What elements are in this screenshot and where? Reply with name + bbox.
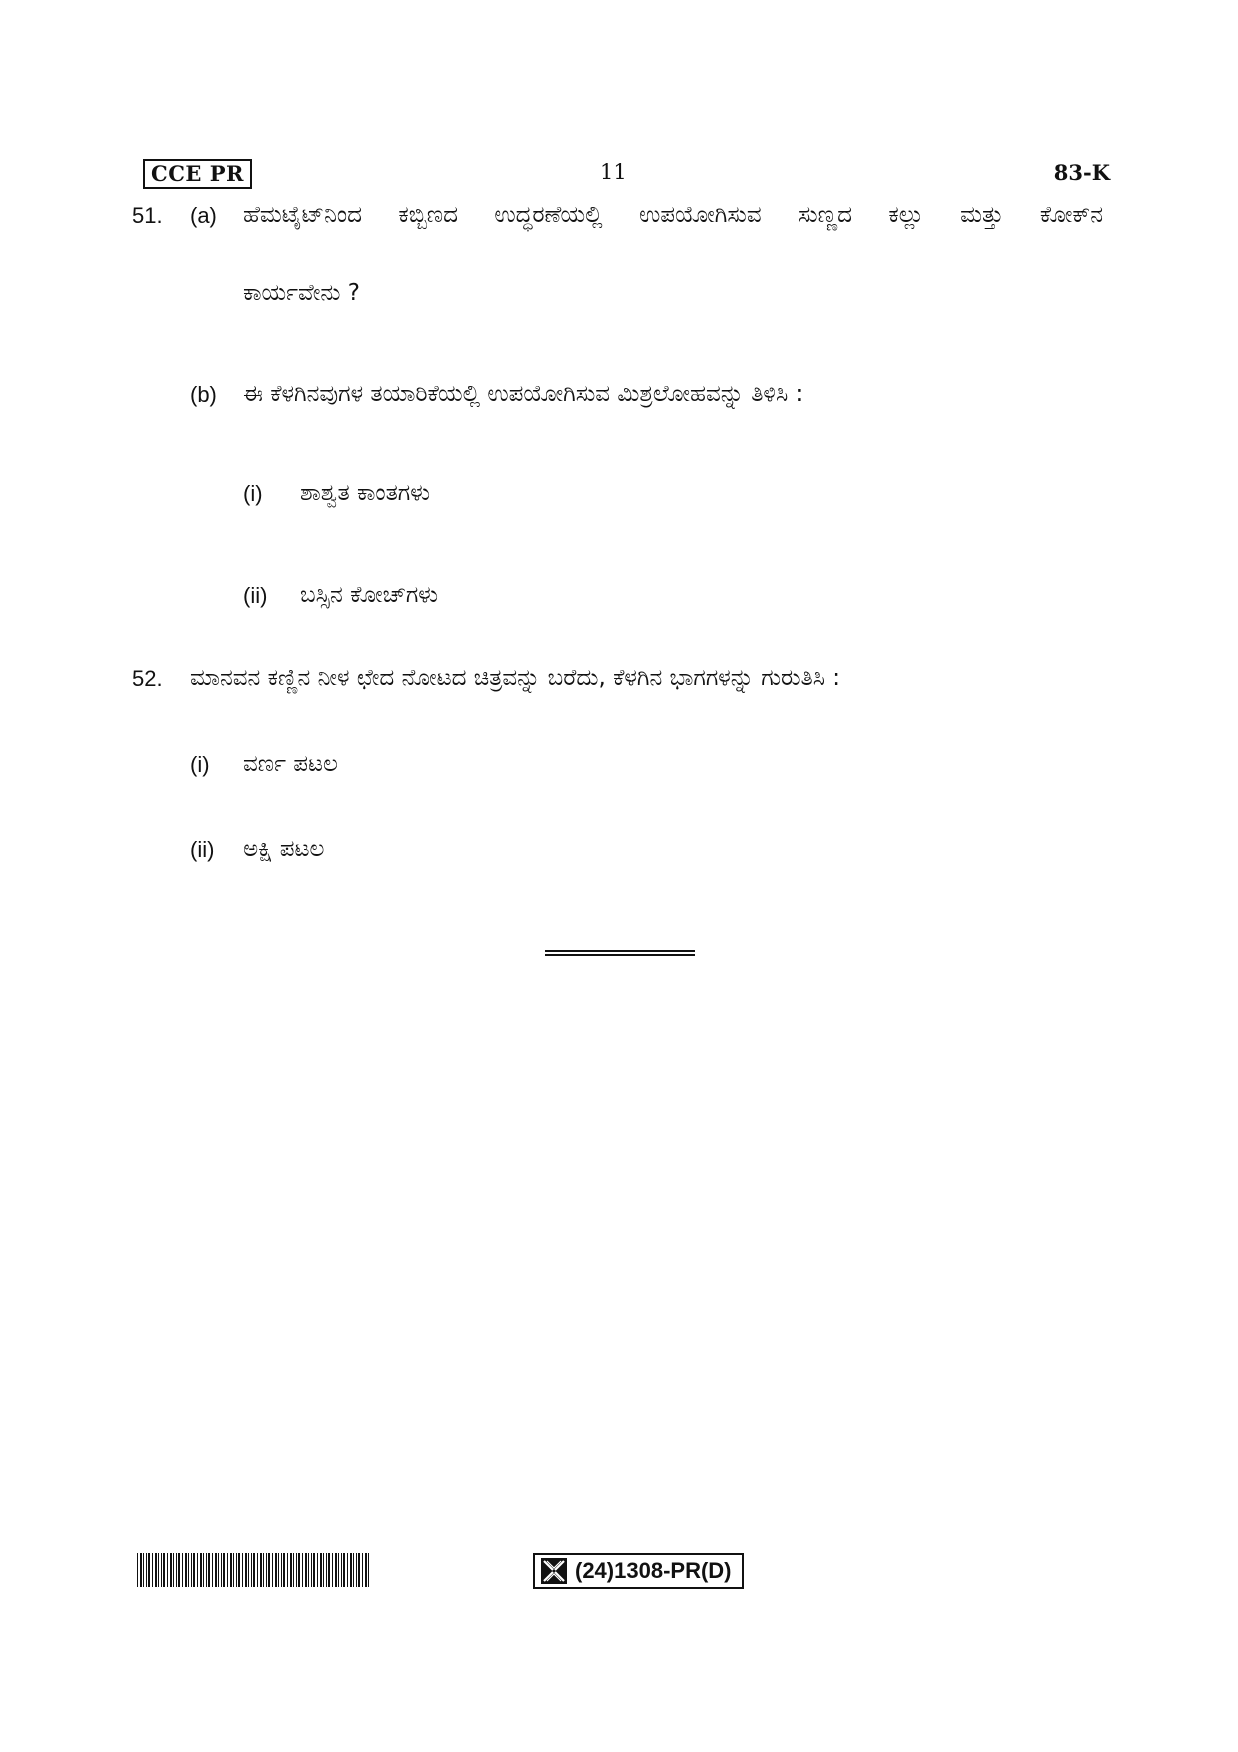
question-51b-text: ಈ ಕೆಳಗಿನವುಗಳ ತಯಾರಿಕೆಯಲ್ಲಿ ಉಪಯೋಗಿಸುವ ಮಿಶ್ರಲೋಹವನ್ನು ತಿಳಿಸಿ : [243,381,804,407]
question-51b-label: (b) [190,382,217,407]
paper-type-code: CCE PR [143,159,252,189]
end-of-questions-divider [545,950,695,956]
question-52-i-label: (i) [190,752,210,777]
logo-mark-icon [541,1558,567,1584]
question-52-ii-label: (ii) [190,837,215,862]
question-52-text: ಮಾನವನ ಕಣ್ಣಿನ ನೀಳ ಛೇದ ನೋಟದ ಚಿತ್ರವನ್ನು ಬರೆದು, ಕೆಳಗಿನ ಭಾಗಗಳನ್ನು ಗುರುತಿಸಿ : [190,665,840,691]
question-52-i-text: ವರ್ಣ ಪಟಲ [243,751,338,777]
question-51b-ii-text: ಬಸ್ಸಿನ ಕೋಚ್‌ಗಳು [300,582,439,608]
question-51a-text-line1: ಹೆಮಟೈಟ್‌ನಿಂದ ಕಬ್ಬಿಣದ ಉದ್ಧರಣೆಯಲ್ಲಿ ಉಪಯೋಗಿಸುವ ಸುಣ್ಣದ ಕಲ್ಲು ಮತ್ತು ಕೋಕ್‌ನ [243,202,1103,228]
subject-code: 83-K [1053,160,1110,185]
question-52-number: 52. [132,666,163,691]
paper-code-text: (24)1308-PR(D) [575,1558,732,1583]
question-51b-ii-label: (ii) [243,583,268,608]
barcode [137,1553,370,1587]
question-51-number: 51. [132,203,163,228]
question-51a-label: (a) [190,203,217,228]
question-51a-text-line2: ಕಾರ್ಯವೇನು ? [243,280,360,306]
paper-code-box [533,1553,744,1589]
page-number: 11 [600,160,627,184]
question-51b-i-label: (i) [243,481,263,506]
question-52-ii-text: ಅಕ್ಷಿ ಪಟಲ [243,836,325,862]
question-51b-i-text: ಶಾಶ್ವತ ಕಾಂತಗಳು [300,480,431,506]
